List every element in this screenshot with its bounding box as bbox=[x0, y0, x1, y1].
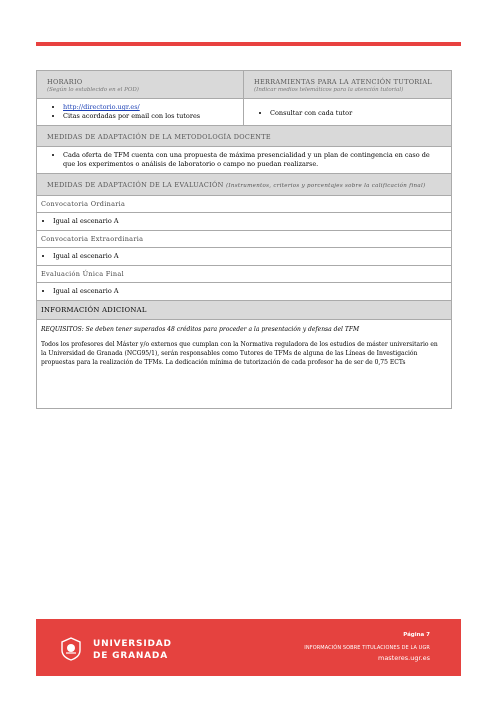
schedule-tools-header bbox=[37, 71, 451, 99]
eval-section-label: Convocatoria Ordinaria bbox=[37, 196, 451, 213]
schedule-title: HORARIO bbox=[47, 78, 83, 86]
university-seal-icon bbox=[60, 637, 82, 661]
methodology-content bbox=[37, 147, 451, 174]
list-item: • Igual al escenario A bbox=[53, 217, 443, 226]
university-name-line2: DE GRANADA bbox=[93, 651, 168, 661]
evaluation-title: MEDIDAS DE ADAPTACIÓN DE LA EVALUACIÓN bbox=[47, 181, 224, 189]
requirements-text: REQUISITOS: Se deben tener superados 48 créditos para proceder a la presentación y defensa del TFM bbox=[41, 326, 360, 333]
eval-section-content bbox=[37, 283, 451, 301]
additional-info-title: INFORMACIÓN ADICIONAL bbox=[37, 301, 451, 320]
methodology-header bbox=[37, 126, 451, 147]
professors-text: Todos los profesores del Máster y/o externos que cumplan con la Normativa reguladora de los estudios de máster universitario en la Universidad de Granada (NCG95/1), serán responsables como Tutores de TFMs de alguna de las Líneas de Investigación propuestas para la realización de TFMs. La dedicación mínima de tutorización de cada profesor ha de ser de 0,75 ECTs bbox=[41, 341, 438, 366]
methodology-title: MEDIDAS DE ADAPTACIÓN DE LA METODOLOGÍA DOCENTE bbox=[47, 133, 271, 141]
footer-info: INFORMACIÓN SOBRE TITULACIONES DE LA UGR bbox=[304, 645, 430, 651]
footer-site-link[interactable]: masteres.ugr.es bbox=[377, 654, 430, 662]
page-number: Página 7 bbox=[403, 632, 430, 638]
list-item: • Igual al escenario A bbox=[53, 252, 443, 261]
university-name-line1: UNIVERSIDAD bbox=[93, 639, 172, 649]
list-item: • Igual al escenario A bbox=[53, 287, 443, 296]
additional-info-content bbox=[37, 320, 451, 408]
directory-link[interactable]: http://directorio.ugr.es/ bbox=[63, 103, 140, 111]
tools-title: HERRAMIENTAS PARA LA ATENCIÓN TUTORIAL bbox=[254, 78, 433, 86]
footer-banner bbox=[36, 619, 461, 676]
eval-section-label: Evaluación Única Final bbox=[37, 266, 451, 283]
tools-subtitle: (Indicar medios telemáticos para la atención tutorial) bbox=[254, 87, 404, 93]
list-item: • Cada oferta de TFM cuenta con una propuesta de máxima presencialidad y un plan de contingencia en caso de que los experimentos o análisis de laboratorio o campo no puedan realizarse. bbox=[63, 151, 443, 169]
evaluation-header bbox=[37, 174, 451, 196]
list-item: • Citas acordadas por email con los tutores bbox=[63, 112, 235, 121]
list-item[interactable] bbox=[63, 103, 235, 112]
list-item: • Consultar con cada tutor bbox=[270, 109, 443, 118]
eval-section-content bbox=[37, 248, 451, 266]
guide-table bbox=[36, 70, 452, 409]
eval-section-label: Convocatoria Extraordinaria bbox=[37, 231, 451, 248]
schedule-tools-content bbox=[37, 99, 451, 126]
eval-section-content bbox=[37, 213, 451, 231]
top-accent-bar bbox=[36, 42, 461, 46]
schedule-subtitle: (Según lo establecido en el POD) bbox=[47, 87, 139, 93]
evaluation-subtitle: (Instrumentos, criterios y porcentajes sobre la calificación final) bbox=[225, 183, 426, 189]
